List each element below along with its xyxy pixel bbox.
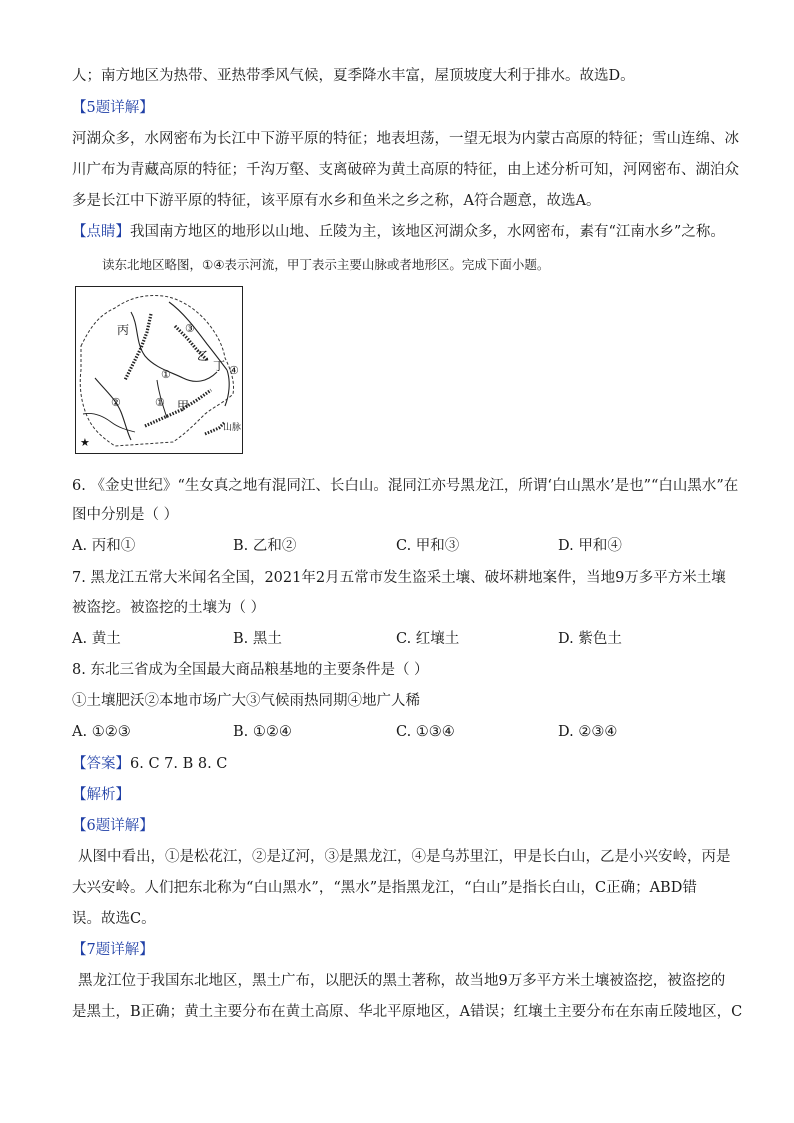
q6-option-d: D. 甲和④	[558, 538, 622, 554]
q8-option-d: D. ②③④	[558, 724, 618, 740]
label-river-1a: ①	[161, 368, 171, 381]
label-river-4: ④	[229, 364, 239, 377]
q6-detail-tag: 【6题详解】	[72, 818, 154, 834]
text-line: 是黑土，B正确；黄土主要分布在黄土高原、华北平原地区，A错误；红壤土主要分布在东南丘陵地区，C	[72, 1004, 743, 1020]
analysis-tag: 【解析】	[72, 787, 130, 803]
highlight-line	[72, 222, 725, 242]
q7-stem-cont: 被盗挖。被盗挖的土壤为（ ）	[72, 600, 266, 616]
label-yi: 乙	[197, 349, 210, 363]
label-ding: 丁	[213, 359, 226, 373]
q6-stem-cont: 图中分别是（ ）	[72, 507, 179, 523]
q5-detail-tag: 【5题详解】	[72, 100, 154, 116]
q8-option-c: C. ①③④	[396, 724, 455, 740]
q6-option-a: A. 丙和①	[72, 538, 136, 554]
answer-line	[72, 754, 227, 774]
q6-option-b: B. 乙和②	[233, 538, 297, 554]
q8-option-b: B. ①②④	[233, 724, 292, 740]
q7-option-d: D. 紫色土	[558, 631, 622, 647]
q7-stem: 7. 黑龙江五常大米闻名全国，2021年2月五常市发生盗采土壤、破坏耕地案件，当地9万多平方米土壤	[72, 570, 726, 586]
text-line: 误。故选C。	[72, 911, 156, 927]
q6-stem: 6. 《金史世纪》“生女真之地有混同江、长白山。混同江亦号黑龙江，所谓‘白山黑水’是也”“白山黑水”在	[72, 478, 739, 494]
legend-label: 山脉	[223, 423, 242, 433]
capital-star: ★	[80, 436, 90, 449]
q7-option-b: B. 黑土	[233, 631, 282, 647]
q7-option-c: C. 红壤土	[396, 631, 460, 647]
highlight-tag: 【点睛】	[72, 224, 130, 240]
northeast-china-map	[75, 286, 243, 454]
text-line: 从图中看出，①是松花江，②是辽河，③是黑龙江，④是乌苏里江，甲是长白山，乙是小兴安岭，丙是	[78, 849, 731, 865]
label-river-2: ②	[111, 396, 121, 409]
highlight-text: 我国南方地区的地形以山地、丘陵为主，该地区河湖众多，水网密布，素有“江南水乡”之称。	[130, 224, 725, 240]
q7-detail-tag: 【7题详解】	[72, 942, 154, 958]
q8-stem: 8. 东北三省成为全国最大商品粮基地的主要条件是（ ）	[72, 662, 429, 678]
q8-option-a: A. ①②③	[72, 724, 131, 740]
text-line: 河湖众多，水网密布为长江中下游平原的特征；地表坦荡，一望无垠为内蒙古高原的特征；雪山连绵、冰	[72, 131, 739, 147]
q7-option-a: A. 黄土	[72, 631, 121, 647]
answer-text: 6. C 7. B 8. C	[130, 756, 228, 772]
map-intro: 读东北地区略图，①④表示河流，甲丁表示主要山脉或者地形区。完成下面小题。	[102, 257, 550, 272]
text-line: 黑龙江位于我国东北地区，黑土广布，以肥沃的黑土著称，故当地9万多平方米土壤被盗挖，被盗挖的	[78, 973, 726, 989]
label-river-1b: ①	[155, 396, 165, 409]
q6-option-c: C. 甲和③	[396, 538, 460, 554]
q8-conditions: ①土壤肥沃②本地市场广大③气候雨热同期④地广人稀	[72, 693, 420, 709]
label-river-3: ③	[185, 322, 195, 335]
text-line: 人；南方地区为热带、亚热带季风气候，夏季降水丰富，屋顶坡度大利于排水。故选D。	[72, 68, 635, 84]
answer-tag: 【答案】	[72, 756, 130, 772]
label-bing: 丙	[117, 323, 130, 337]
label-jia: 甲	[177, 399, 190, 413]
text-line: 多是长江中下游平原的特征，该平原有水乡和鱼米之乡之称，A符合题意，故选A。	[72, 193, 601, 209]
text-line: 川广布为青藏高原的特征；千沟万壑、支离破碎为黄土高原的特征，由上述分析可知，河网密布、湖泊众	[72, 162, 739, 178]
text-line: 大兴安岭。人们把东北称为“白山黑水”，“黑水”是指黑龙江，“白山”是指长白山，C正确；ABD错	[72, 880, 697, 896]
